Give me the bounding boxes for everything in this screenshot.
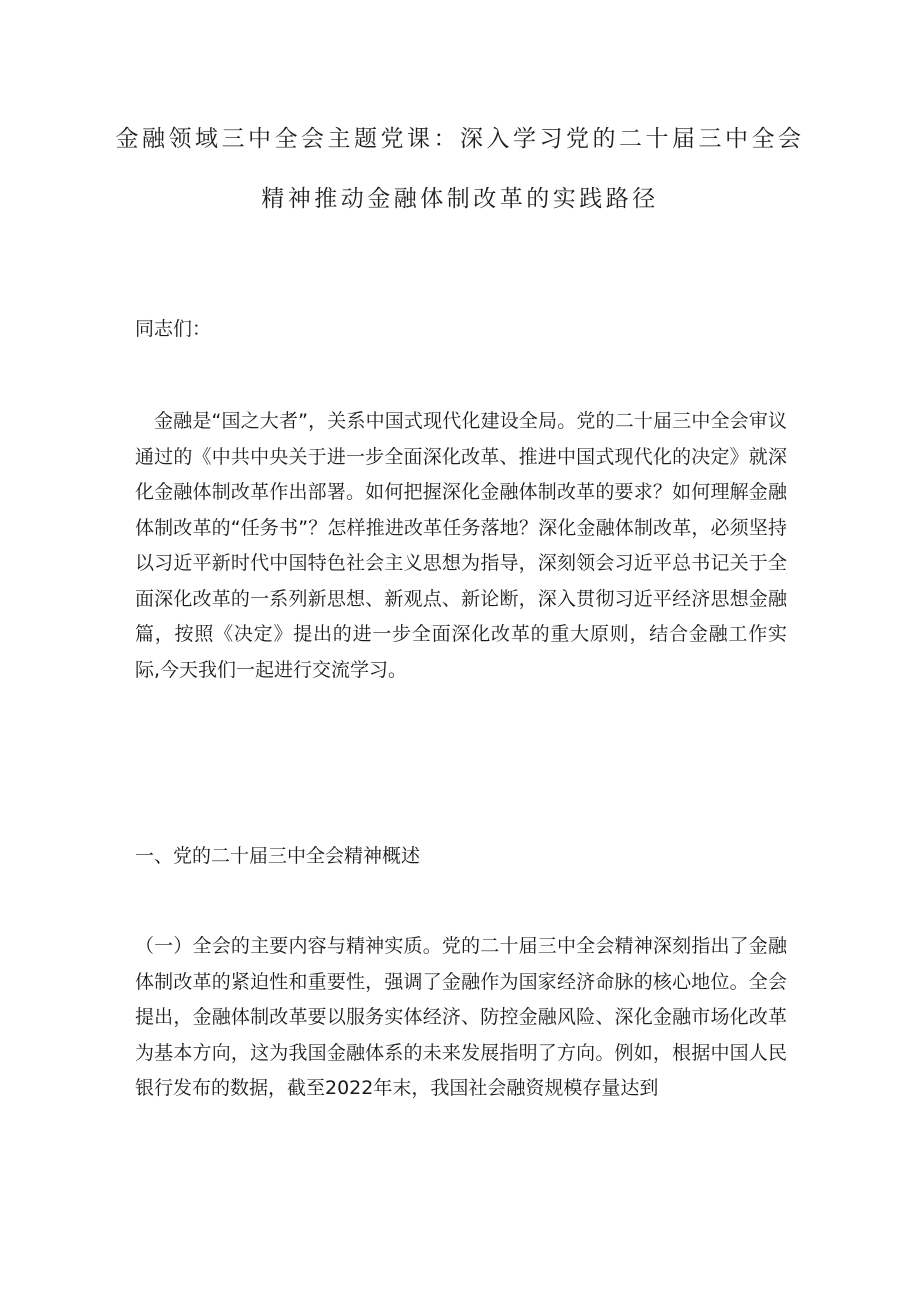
intro-paragraph: 金融是“国之大者”，关系中国式现代化建设全局。党的二十届三中全会审议通过的《中共中央关于进一步全面深化改革、推进中国式现代化的决定》就深化金融体制改革作出部署。如何把握深化金融体制改革的要求？如何理解金融体制改革的“任务书”？怎样推进改革任务落地？深化金融体制改革，必须坚持以习近平新时代中国特色社会主义思想为指导，深刻领会习近平总书记关于全面深化改革的一系列新思想、新观点、新论断，深入贯彻习近平经济思想金融篇，按照《决定》提出的进一步全面深化改革的重大原则，结合金融工作实际,今天我们一起进行交流学习。 <box>135 410 787 681</box>
document-title-line-1: 金融领域三中全会主题党课：深入学习党的二十届三中全会 <box>115 126 805 152</box>
document-title-line-2: 精神推动金融体制改革的实践路径 <box>261 186 659 212</box>
greeting: 同志们： <box>135 318 212 340</box>
section-heading: 一、党的二十届三中全会精神概述 <box>135 845 421 867</box>
body-paragraph: （一）全会的主要内容与精神实质。党的二十届三中全会精神深刻指出了金融体制改革的紧迫性和重要性，强调了金融作为国家经济命脉的核心地位。全会提出，金融体制改革要以服务实体经济、防控金融风险、深化金融市场化改革为基本方向，这为我国金融体系的未来发展指明了方向。例如，根据中国人民银行发布的数据，截至2022年末，我国社会融资规模存量达到 <box>135 935 787 1099</box>
